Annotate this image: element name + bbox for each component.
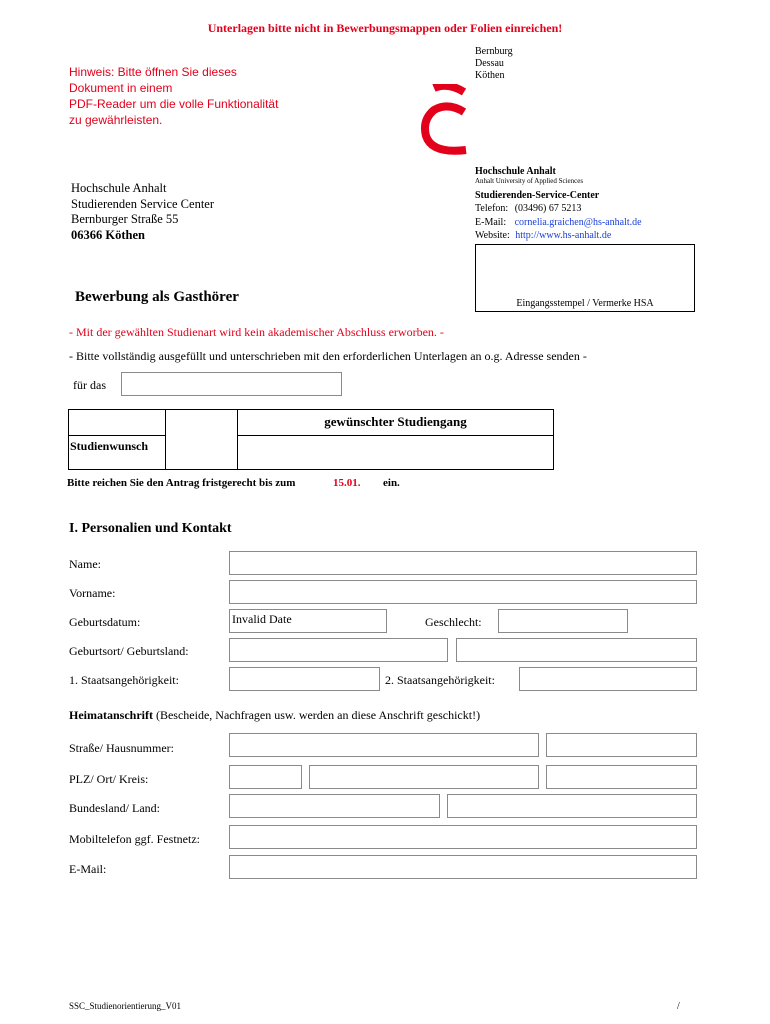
vorname-label: Vorname: <box>69 586 116 600</box>
strasse-input[interactable] <box>229 733 539 757</box>
study-type-field[interactable] <box>121 372 342 396</box>
service-center-name: Studierenden-Service-Center <box>475 190 600 201</box>
hausnummer-input[interactable] <box>546 733 697 757</box>
campus-locations <box>475 46 513 82</box>
email-label: E-Mail: <box>475 217 507 228</box>
bundesland-input[interactable] <box>229 794 440 818</box>
email-label: E-Mail: <box>69 862 107 876</box>
table-row-label: Studienwunsch <box>70 439 149 453</box>
geburtsland-input[interactable] <box>456 638 697 662</box>
page-title: Bewerbung als Gasthörer <box>75 289 239 305</box>
website-row <box>475 230 611 241</box>
ort-input[interactable] <box>309 765 539 789</box>
footer-page: / <box>677 1001 680 1012</box>
heimatanschrift-note: (Bescheide, Nachfragen usw. werden an diese Anschrift geschickt!) <box>155 708 481 722</box>
deadline-suffix: ein. <box>383 477 400 489</box>
stamp-box <box>475 244 695 312</box>
section-title: I. Personalien und Kontakt <box>69 521 232 536</box>
land-input[interactable] <box>447 794 697 818</box>
mobil-label: Mobiltelefon ggf. Festnetz: <box>69 832 200 846</box>
table-divider-h-left <box>69 435 165 436</box>
hint-line: Dokument in einem <box>69 81 173 95</box>
bundesland-label: Bundesland/ Land: <box>69 801 160 815</box>
website-link[interactable]: http://www.hs-anhalt.de <box>515 230 612 241</box>
geburtsort-label: Geburtsort/ Geburtsland: <box>69 644 189 658</box>
geburtsort-input[interactable] <box>229 638 448 662</box>
website-label: Website: <box>475 230 510 241</box>
plz-label: PLZ/ Ort/ Kreis: <box>69 772 149 786</box>
studiengang-field[interactable] <box>238 436 554 469</box>
heimatanschrift-bold: Heimatanschrift <box>69 708 153 722</box>
fuer-das-label: für das <box>73 378 106 392</box>
location: Bernburg <box>475 46 513 57</box>
kreis-input[interactable] <box>546 765 697 789</box>
address-line: Bernburger Straße 55 <box>71 212 179 226</box>
staat1-input[interactable] <box>229 667 380 691</box>
deadline-date: 15.01. <box>333 477 361 489</box>
table-header-studiengang: gewünschter Studiengang <box>324 414 467 429</box>
staat2-label: 2. Staatsangehörigkeit: <box>385 673 495 687</box>
location: Dessau <box>475 58 504 69</box>
warning-banner: Unterlagen bitte nicht in Bewerbungsmappen oder Folien einreichen! <box>207 21 563 35</box>
hs-anhalt-logo-icon <box>418 84 474 160</box>
plz-input[interactable] <box>229 765 302 789</box>
mobil-input[interactable] <box>229 825 697 849</box>
geschlecht-label: Geschlecht: <box>425 615 482 629</box>
email-link[interactable]: cornelia.graichen@hs-anhalt.de <box>514 217 642 228</box>
location: Köthen <box>475 70 505 81</box>
email-input[interactable] <box>229 855 697 879</box>
university-name: Hochschule Anhalt <box>475 166 556 177</box>
recipient-address <box>71 181 214 243</box>
hint-line: Hinweis: Bitte öffnen Sie dieses <box>69 65 237 79</box>
hint-line: zu gewährleisten. <box>69 113 163 127</box>
hint-line: PDF-Reader um die volle Funktionalität <box>69 97 279 111</box>
phone-row <box>475 203 581 214</box>
phone-label: Telefon: <box>475 203 509 214</box>
strasse-label: Straße/ Hausnummer: <box>69 741 174 755</box>
vorname-input[interactable] <box>229 580 697 604</box>
deadline-text: Bitte reichen Sie den Antrag fristgerecht bis zum <box>67 477 296 489</box>
geburtsdatum-label: Geburtsdatum: <box>69 615 141 629</box>
footer-doc-id: SSC_Studienorientierung_V01 <box>69 1001 181 1011</box>
email-row <box>475 217 642 228</box>
stamp-label: Eingangsstempel / Vermerke HSA <box>516 298 654 309</box>
pdf-reader-hint <box>69 64 278 128</box>
staat1-label: 1. Staatsangehörigkeit: <box>69 673 179 687</box>
geburtsdatum-input[interactable]: Invalid Date <box>229 609 387 633</box>
geschlecht-input[interactable] <box>498 609 628 633</box>
address-line: Studierenden Service Center <box>71 196 215 211</box>
phone-value: (03496) 67 5213 <box>514 203 582 214</box>
name-input[interactable] <box>229 551 697 575</box>
address-city: 06366 Köthen <box>71 227 145 242</box>
address-line: Hochschule Anhalt <box>71 181 167 195</box>
table-divider-v1 <box>165 410 166 469</box>
staat2-input[interactable] <box>519 667 697 691</box>
name-label: Name: <box>69 557 101 571</box>
notice-no-degree: - Mit der gewählten Studienart wird kein akademischer Abschluss erworben. - <box>69 325 444 339</box>
notice-send-instructions: - Bitte vollständig ausgefüllt und unterschrieben mit den erforderlichen Unterlagen an o.g. Adresse senden - <box>69 349 587 363</box>
university-subtitle: Anhalt University of Applied Sciences <box>475 177 584 185</box>
study-table <box>68 409 554 470</box>
heimatanschrift-heading <box>69 708 480 723</box>
